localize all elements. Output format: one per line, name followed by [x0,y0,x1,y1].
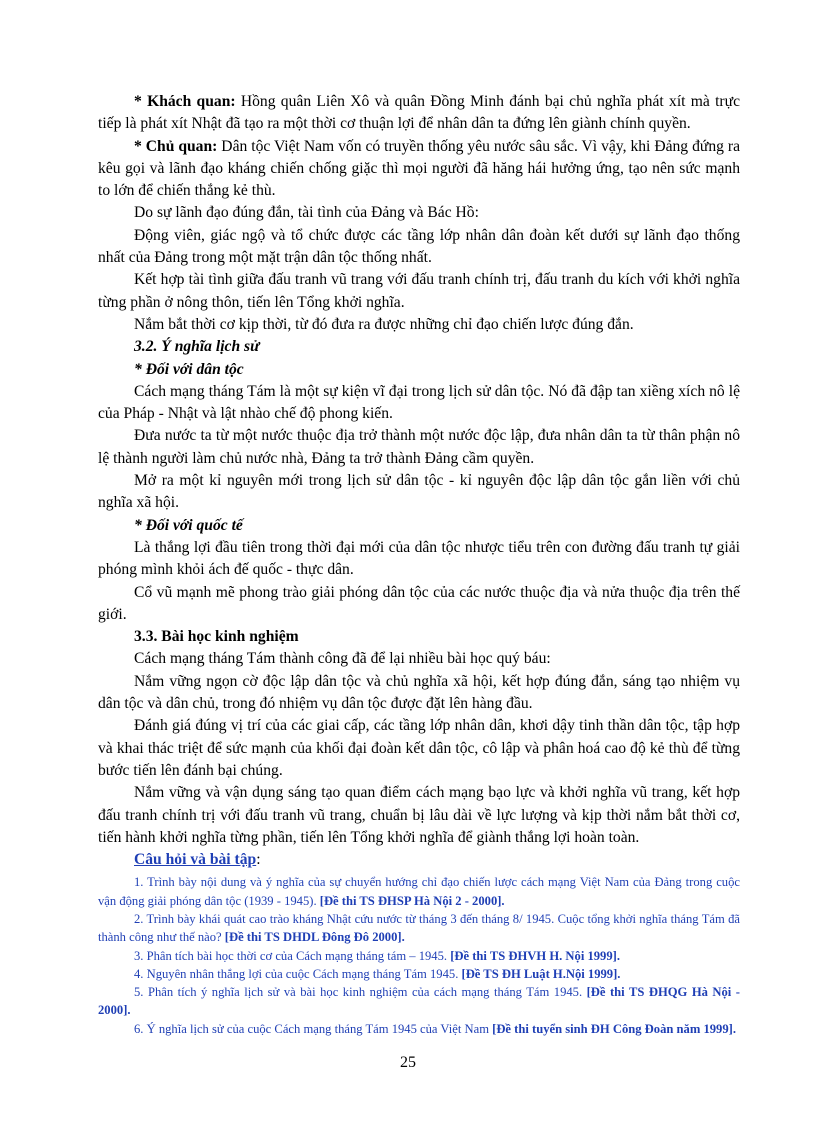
page-body [98,91,740,1038]
label-objective: * Khách quan: [134,93,236,110]
question-item: 3. Phân tích bài học thời cơ của Cách mạng tháng tám – 1945. [Đề thi TS ĐHVH H. Nội 1999]. [134,948,620,963]
subheading-international: * Đối với quốc tế [134,516,243,534]
paragraph-subjective: * Chủ quan: Dân tộc Việt Nam vốn có truyền thống yêu nước sâu sắc. Vì vậy, khi Đảng đứng ra kêu gọi và lãnh đạo kháng chiến chống giặc thì mọi người đã hăng hái hưởng ứng, tạo nên sức mạnh to lớn để chiến thắng kẻ thù. [98,137,740,200]
questions-heading: Câu hỏi và bài tập: [134,851,261,869]
question-item: 6. Ý nghĩa lịch sử của cuộc Cách mạng tháng Tám 1945 của Việt Nam [Đề thi tuyển sinh ĐH Công Đoàn năm 1999]. [134,1021,736,1036]
question-item: 4. Nguyên nhân thắng lợi của cuộc Cách mạng tháng Tám 1945. [Đề TS ĐH Luật H.Nội 1999]. [134,966,621,981]
questions-title: Câu hỏi và bài tập [134,851,257,869]
paragraph-objective: * Khách quan: Hồng quân Liên Xô và quân Đồng Minh đánh bại chủ nghĩa phát xít mà trực tiếp là phát xít Nhật đã tạo ra một thời cơ thuận lợi để nhân dân ta đứng lên giành chính quyền. [98,93,740,133]
subheading-national: * Đối với dân tộc [134,360,244,378]
question-item: 5. Phân tích ý nghĩa lịch sử và bài học kinh nghiệm của cách mạng tháng Tám 1945. [Đề thi TS ĐHQG Hà Nội - 2000]. [98,985,740,1018]
paragraph: Đánh giá đúng vị trí của các giai cấp, các tầng lớp nhân dân, khơi dậy tinh thần dân tộc, tập hợp và khai thác triệt để sức mạnh của khối đại đoàn kết dân tộc, cô lập và phân hoá cao độ kẻ thù để từng bước tiến lên đánh bại chúng. [98,717,740,779]
section-heading-3-2: 3.2. Ý nghĩa lịch sử [134,338,260,356]
paragraph: Nắm vững và vận dụng sáng tạo quan điểm cách mạng bạo lực và khởi nghĩa vũ trang, kết hợp đấu tranh chính trị với đấu tranh vũ trang, chuẩn bị lâu dài về lực lượng và kịp thời nắm bắt thời cơ, tiến hành khởi nghĩa từng phần, tiến lên Tổng khởi nghĩa để giành thắng lợi hoàn toàn. [98,784,740,846]
page-number: 25 [400,1054,416,1071]
paragraph: Nắm bắt thời cơ kịp thời, từ đó đưa ra được những chỉ đạo chiến lược đúng đắn. [134,315,634,333]
paragraph: Động viên, giác ngộ và tổ chức được các tầng lớp nhân dân đoàn kết dưới sự lãnh đạo thống nhất của Đảng trong một mặt trận dân tộc thống nhất. [98,226,740,267]
paragraph: Cổ vũ mạnh mẽ phong trào giải phóng dân tộc của các nước thuộc địa và nửa thuộc địa trên thế giới. [98,583,740,623]
question-item: 1. Trình bày nội dung và ý nghĩa của sự chuyển hướng chỉ đạo chiến lược cách mạng Việt Nam của Đảng trong cuộc vận động giải phóng dân tộc (1939 - 1945). [Đề thi TS ĐHSP Hà Nội 2 - 2000]. [98,875,740,908]
paragraph: Mở ra một kỉ nguyên mới trong lịch sử dân tộc - kỉ nguyên độc lập dân tộc gắn liền với chủ nghĩa xã hội. [98,472,740,512]
questions-list [98,873,740,1038]
paragraph: Nắm vững ngọn cờ độc lập dân tộc và chủ nghĩa xã hội, kết hợp đúng đắn, sáng tạo nhiệm vụ dân tộc và dân chủ, trong đó nhiệm vụ dân tộc được đặt lên hàng đầu. [98,672,740,713]
label-subjective: * Chủ quan: [134,137,218,155]
paragraph: Đưa nước ta từ một nước thuộc địa trở thành một nước độc lập, đưa nhân dân ta từ thân phận nô lệ thành người làm chủ nước nhà, Đảng ta trở thành Đảng cầm quyền. [98,427,740,467]
paragraph: Cách mạng tháng Tám là một sự kiện vĩ đại trong lịch sử dân tộc. Nó đã đập tan xiềng xích nô lệ của Pháp - Nhật và lật nhào chế độ phong kiến. [98,382,740,423]
paragraph: Kết hợp tài tình giữa đấu tranh vũ trang với đấu tranh chính trị, đấu tranh du kích với khởi nghĩa từng phần ở nông thôn, tiến lên Tổng khởi nghĩa. [98,271,740,311]
question-item: 2. Trình bày khái quát cao trào kháng Nhật cứu nước từ tháng 3 đến tháng 8/ 1945. Cuộc tổng khởi nghĩa tháng Tám đã thành công như thế nào? [Đề thi TS DHDL Đông Đô 2000]. [98,911,740,945]
section-heading-3-3: 3.3. Bài học kinh nghiệm [134,628,299,646]
paragraph: Là thắng lợi đầu tiên trong thời đại mới của dân tộc nhược tiểu trên con đường đấu tranh tự giải phóng mình khỏi ách đế quốc - thực dân. [98,538,740,579]
paragraph: Do sự lãnh đạo đúng đắn, tài tình của Đảng và Bác Hồ: [134,204,479,222]
paragraph: Cách mạng tháng Tám thành công đã để lại nhiều bài học quý báu: [134,650,551,668]
